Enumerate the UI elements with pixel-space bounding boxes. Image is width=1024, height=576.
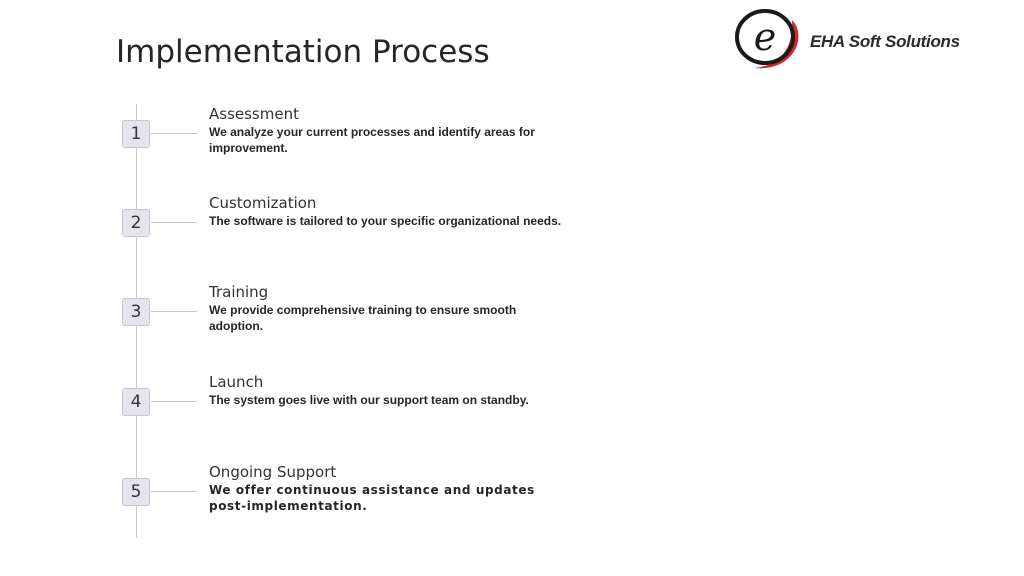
step-2 [122, 194, 682, 269]
step-title: Assessment [209, 105, 299, 123]
logo-company-name: EHA Soft Solutions [810, 32, 960, 51]
step-number-badge: 3 [122, 298, 150, 326]
logo-mark-icon [732, 6, 812, 76]
svg-text:e: e [753, 15, 777, 59]
step-connector [151, 222, 197, 223]
step-description: We provide comprehensive training to ensure smooth adoption. [209, 303, 517, 333]
step-5 [122, 463, 682, 538]
step-number-badge: 2 [122, 209, 150, 237]
step-title: Customization [209, 194, 317, 212]
step-description: The software is tailored to your specific organizational needs. [209, 214, 562, 228]
step-number-badge: 1 [122, 120, 150, 148]
step-title: Launch [209, 373, 264, 391]
step-description: We offer continuous assistance and updates post-implementation. [209, 483, 535, 513]
step-title: Ongoing Support [209, 463, 337, 481]
company-logo [732, 6, 1007, 76]
step-connector [151, 401, 197, 402]
step-connector [151, 491, 197, 492]
step-4 [122, 373, 682, 448]
step-number-badge: 5 [122, 478, 150, 506]
step-description: The system goes live with our support team on standby. [209, 393, 529, 407]
step-title: Training [209, 283, 269, 301]
step-number-badge: 4 [122, 388, 150, 416]
step-connector [151, 311, 197, 312]
step-description: We analyze your current processes and identify areas for improvement. [209, 125, 535, 155]
step-connector [151, 133, 197, 134]
step-1 [122, 105, 682, 180]
slide-title: Implementation Process [116, 34, 490, 70]
step-3 [122, 283, 682, 358]
